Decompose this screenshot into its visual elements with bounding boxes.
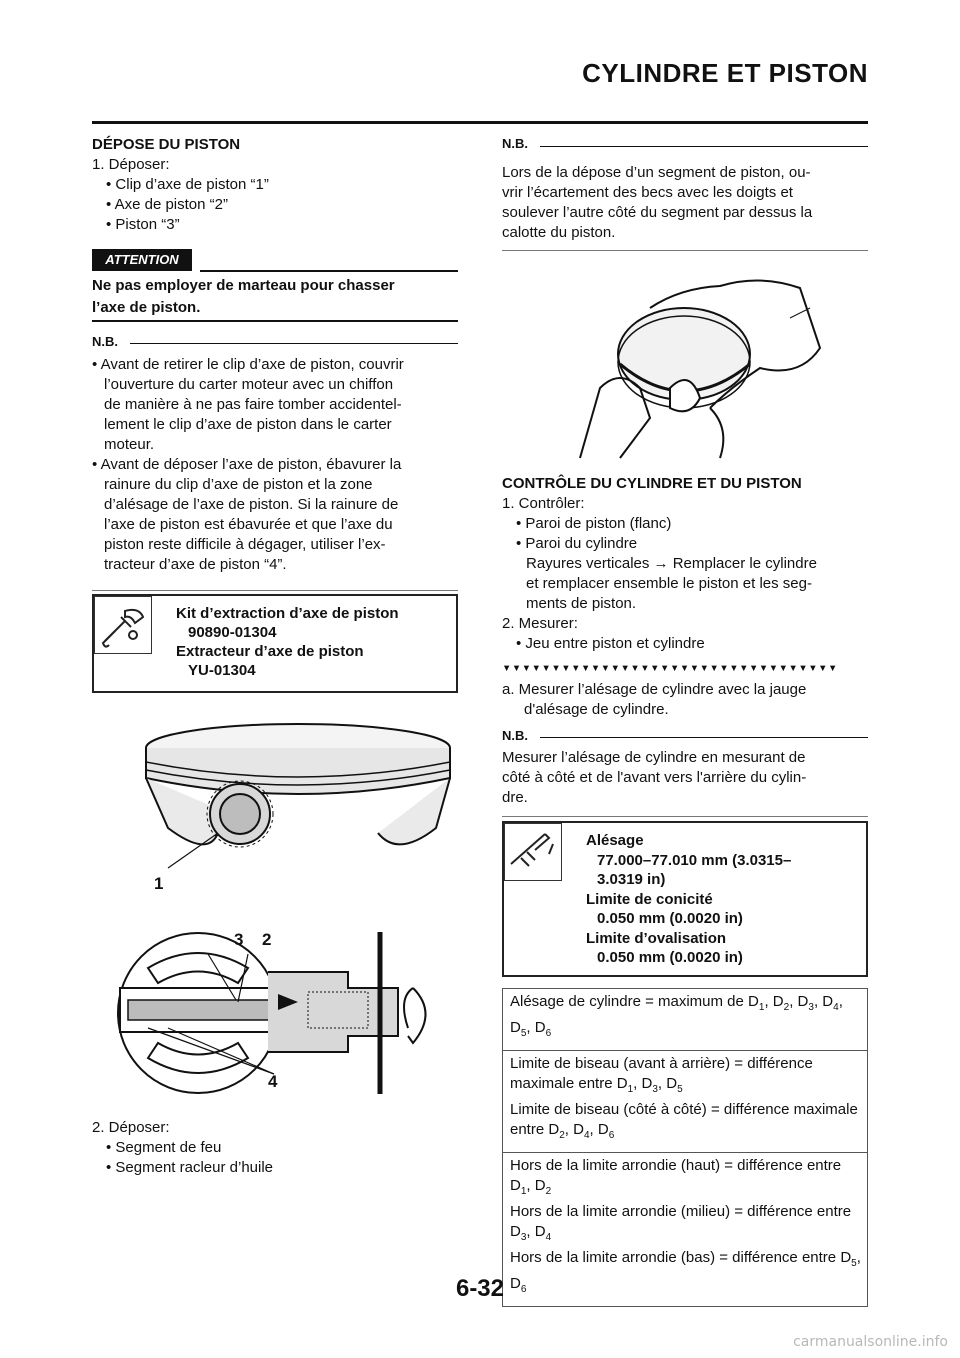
formula-biseau-cote: Limite de biseau (côté à côté) = différence maximale entre $D_2$, $D_4$, $D_6$ — [510, 1101, 858, 1141]
spec-conicite: Limite de conicité — [586, 890, 713, 908]
procedure-arrows: ▼▼▼▼▼▼▼▼▼▼▼▼▼▼▼▼▼▼▼▼▼▼▼▼▼▼▼▼▼▼▼▼▼▼ — [502, 662, 838, 673]
nb2-line: tracteur d’axe de piston “4”. — [104, 556, 287, 573]
nb1-line: de manière à ne pas faire tomber accidentel- — [104, 396, 402, 413]
nb1-line: • Avant de retirer le clip d’axe de piston, couvrir — [92, 356, 404, 373]
spec-box — [502, 821, 868, 977]
step-1: 1. Déposer: — [92, 156, 170, 173]
nb2-line: rainure du clip d’axe de piston et la zone — [104, 476, 373, 493]
ring-removal-illustration — [560, 268, 840, 468]
formula-alesage: Alésage de cylindre = maximum de $D_1$, $D_2$, $D_3$, $D_4$, $D_5$, $D_6$ — [510, 993, 843, 1039]
bullet-axe: • Axe de piston “2” — [92, 195, 458, 215]
nb1-line: l’ouverture du carter moteur avec un chiffon — [104, 376, 394, 393]
table-row — [503, 1050, 867, 1152]
bullet-piston: • Piston “3” — [92, 215, 458, 235]
nb-right-line: soulever l’autre côté du segment par dessus la — [502, 204, 813, 221]
header-rule — [92, 121, 868, 124]
nb-rule-left — [130, 343, 458, 344]
nb2-line: d’alésage de l’axe de piston. Si la rainure de — [104, 496, 399, 513]
bullet-segment-feu: • Segment de feu — [92, 1138, 458, 1158]
callout-2: 2 — [262, 930, 272, 949]
nb2-rule-right — [540, 737, 868, 738]
formula-arrondie-bas: Hors de la limite arrondie (bas) = différence entre $D_5$, $D_6$ — [510, 1249, 861, 1295]
nb-left-body — [92, 355, 462, 575]
pin-puller-illustration — [108, 928, 448, 1098]
nb2-line: • Avant de déposer l’axe de piston, ébavurer la — [92, 456, 402, 473]
attention-text — [92, 275, 458, 319]
section-title-depose: DÉPOSE DU PISTON — [92, 136, 241, 153]
bullet-paroi-piston: • Paroi de piston (flanc) — [502, 514, 872, 534]
spec-icon-box — [504, 823, 562, 881]
bullet-segment-racleur: • Segment racleur d’huile — [92, 1158, 458, 1178]
tool-name-1: Kit d’extraction d’axe de piston — [176, 605, 399, 622]
spec-ovalisation: Limite d’ovalisation — [586, 929, 727, 947]
rayures-line: ments de piston. — [526, 595, 637, 612]
nb-label-right: N.B. — [502, 136, 528, 151]
nb2-label-right: N.B. — [502, 728, 528, 743]
spec-text — [586, 831, 791, 968]
spec-ovalisation-value: 0.050 mm (0.0020 in) — [597, 949, 743, 966]
formula-table — [502, 988, 868, 1307]
nb-rule-right — [540, 146, 868, 147]
spec-conicite-value: 0.050 mm (0.0020 in) — [597, 910, 743, 927]
step-2: 2. Déposer: — [92, 1119, 170, 1136]
tool-number-1: 90890-01304 — [188, 624, 277, 641]
attention-badge: ATTENTION — [92, 249, 192, 271]
tool-text — [176, 604, 399, 680]
right-control-section — [502, 475, 872, 654]
puller-tool-icon — [95, 597, 151, 653]
step-a — [502, 680, 872, 720]
rayures-line: Rayures verticales → Remplacer le cylindre — [526, 555, 817, 572]
attention-bottom-rule — [92, 320, 458, 322]
formula-arrondie-milieu: Hors de la limite arrondie (milieu) = différence entre $D_3$, $D_4$ — [510, 1203, 852, 1243]
nb2-line: piston reste difficile à dégager, utiliser l’ex- — [104, 536, 386, 553]
page-header-title: CYLINDRE ET PISTON — [582, 58, 868, 88]
nb-right-body — [502, 163, 872, 243]
nb1-line: lement le clip d’axe de piston dans le carter — [104, 416, 392, 433]
nb1-line: moteur. — [104, 436, 155, 453]
nb-right-line: Lors de la dépose d’un segment de piston, ou- — [502, 164, 811, 181]
attention-line-2: l’axe de piston. — [92, 299, 201, 316]
nb-right-line: vrir l’écartement des becs avec les doigts et — [502, 184, 793, 201]
tool-name-2: Extracteur d’axe de piston — [176, 643, 364, 660]
formula-biseau-avant: Limite de biseau (avant à arrière) = différence maximale entre $D_1$, $D_3$, $D_5$ — [510, 1055, 813, 1095]
attention-rule — [200, 270, 458, 272]
special-tool-box — [92, 594, 458, 693]
nb2-right-line: Mesurer l’alésage de cylindre en mesurant de — [502, 749, 806, 766]
tool-icon-box — [94, 596, 152, 654]
nb2-line: l’axe de piston est ébavurée et que l’axe du — [104, 516, 393, 533]
nb-left-end-rule — [92, 590, 458, 591]
caliper-icon — [505, 824, 561, 880]
left-step-2 — [92, 1118, 458, 1178]
bullet-jeu: • Jeu entre piston et cylindre — [502, 634, 872, 654]
nb-label-left: N.B. — [92, 334, 118, 349]
rayures-line: et remplacer ensemble le piston et les seg- — [526, 575, 812, 592]
bullet-clip: • Clip d’axe de piston “1” — [92, 175, 458, 195]
spec-alesage-value: 77.000–77.010 mm (3.0315– — [597, 851, 792, 869]
watermark: carmanualsonline.info — [793, 1334, 948, 1350]
spec-alesage-value-2: 3.0319 in) — [597, 871, 666, 888]
bullet-paroi-cylindre: • Paroi du cylindre — [502, 534, 872, 554]
step-a-line: d'alésage de cylindre. — [524, 701, 669, 718]
left-column-top — [92, 136, 458, 235]
nb-right-end-rule — [502, 250, 868, 251]
formula-arrondie-haut: Hors de la limite arrondie (haut) = différence entre $D_1$, $D_2$ — [510, 1157, 842, 1197]
nb2-right-body — [502, 748, 872, 808]
piston-illustration — [118, 718, 458, 898]
callout-3: 3 — [234, 930, 244, 949]
step-mesurer: 2. Mesurer: — [502, 615, 578, 632]
nb2-right-line: côté à côté et de l'avant vers l'arrière du cylin- — [502, 769, 807, 786]
step-controler: 1. Contrôler: — [502, 495, 585, 512]
section-title-controle: CONTRÔLE DU CYLINDRE ET DU PISTON — [502, 475, 802, 492]
table-row — [503, 989, 867, 1050]
nb2-right-end-rule — [502, 816, 868, 817]
nb2-right-line: dre. — [502, 789, 528, 806]
page-number: 6-32 — [455, 1275, 505, 1302]
spec-alesage: Alésage — [586, 832, 644, 849]
nb-right-line: calotte du piston. — [502, 224, 616, 241]
tool-number-2: YU-01304 — [188, 662, 256, 679]
step-a-line: a. Mesurer l’alésage de cylindre avec la jauge — [502, 681, 807, 698]
callout-4: 4 — [268, 1072, 278, 1091]
callout-1: 1 — [154, 874, 164, 893]
attention-line-1: Ne pas employer de marteau pour chasser — [92, 277, 395, 294]
